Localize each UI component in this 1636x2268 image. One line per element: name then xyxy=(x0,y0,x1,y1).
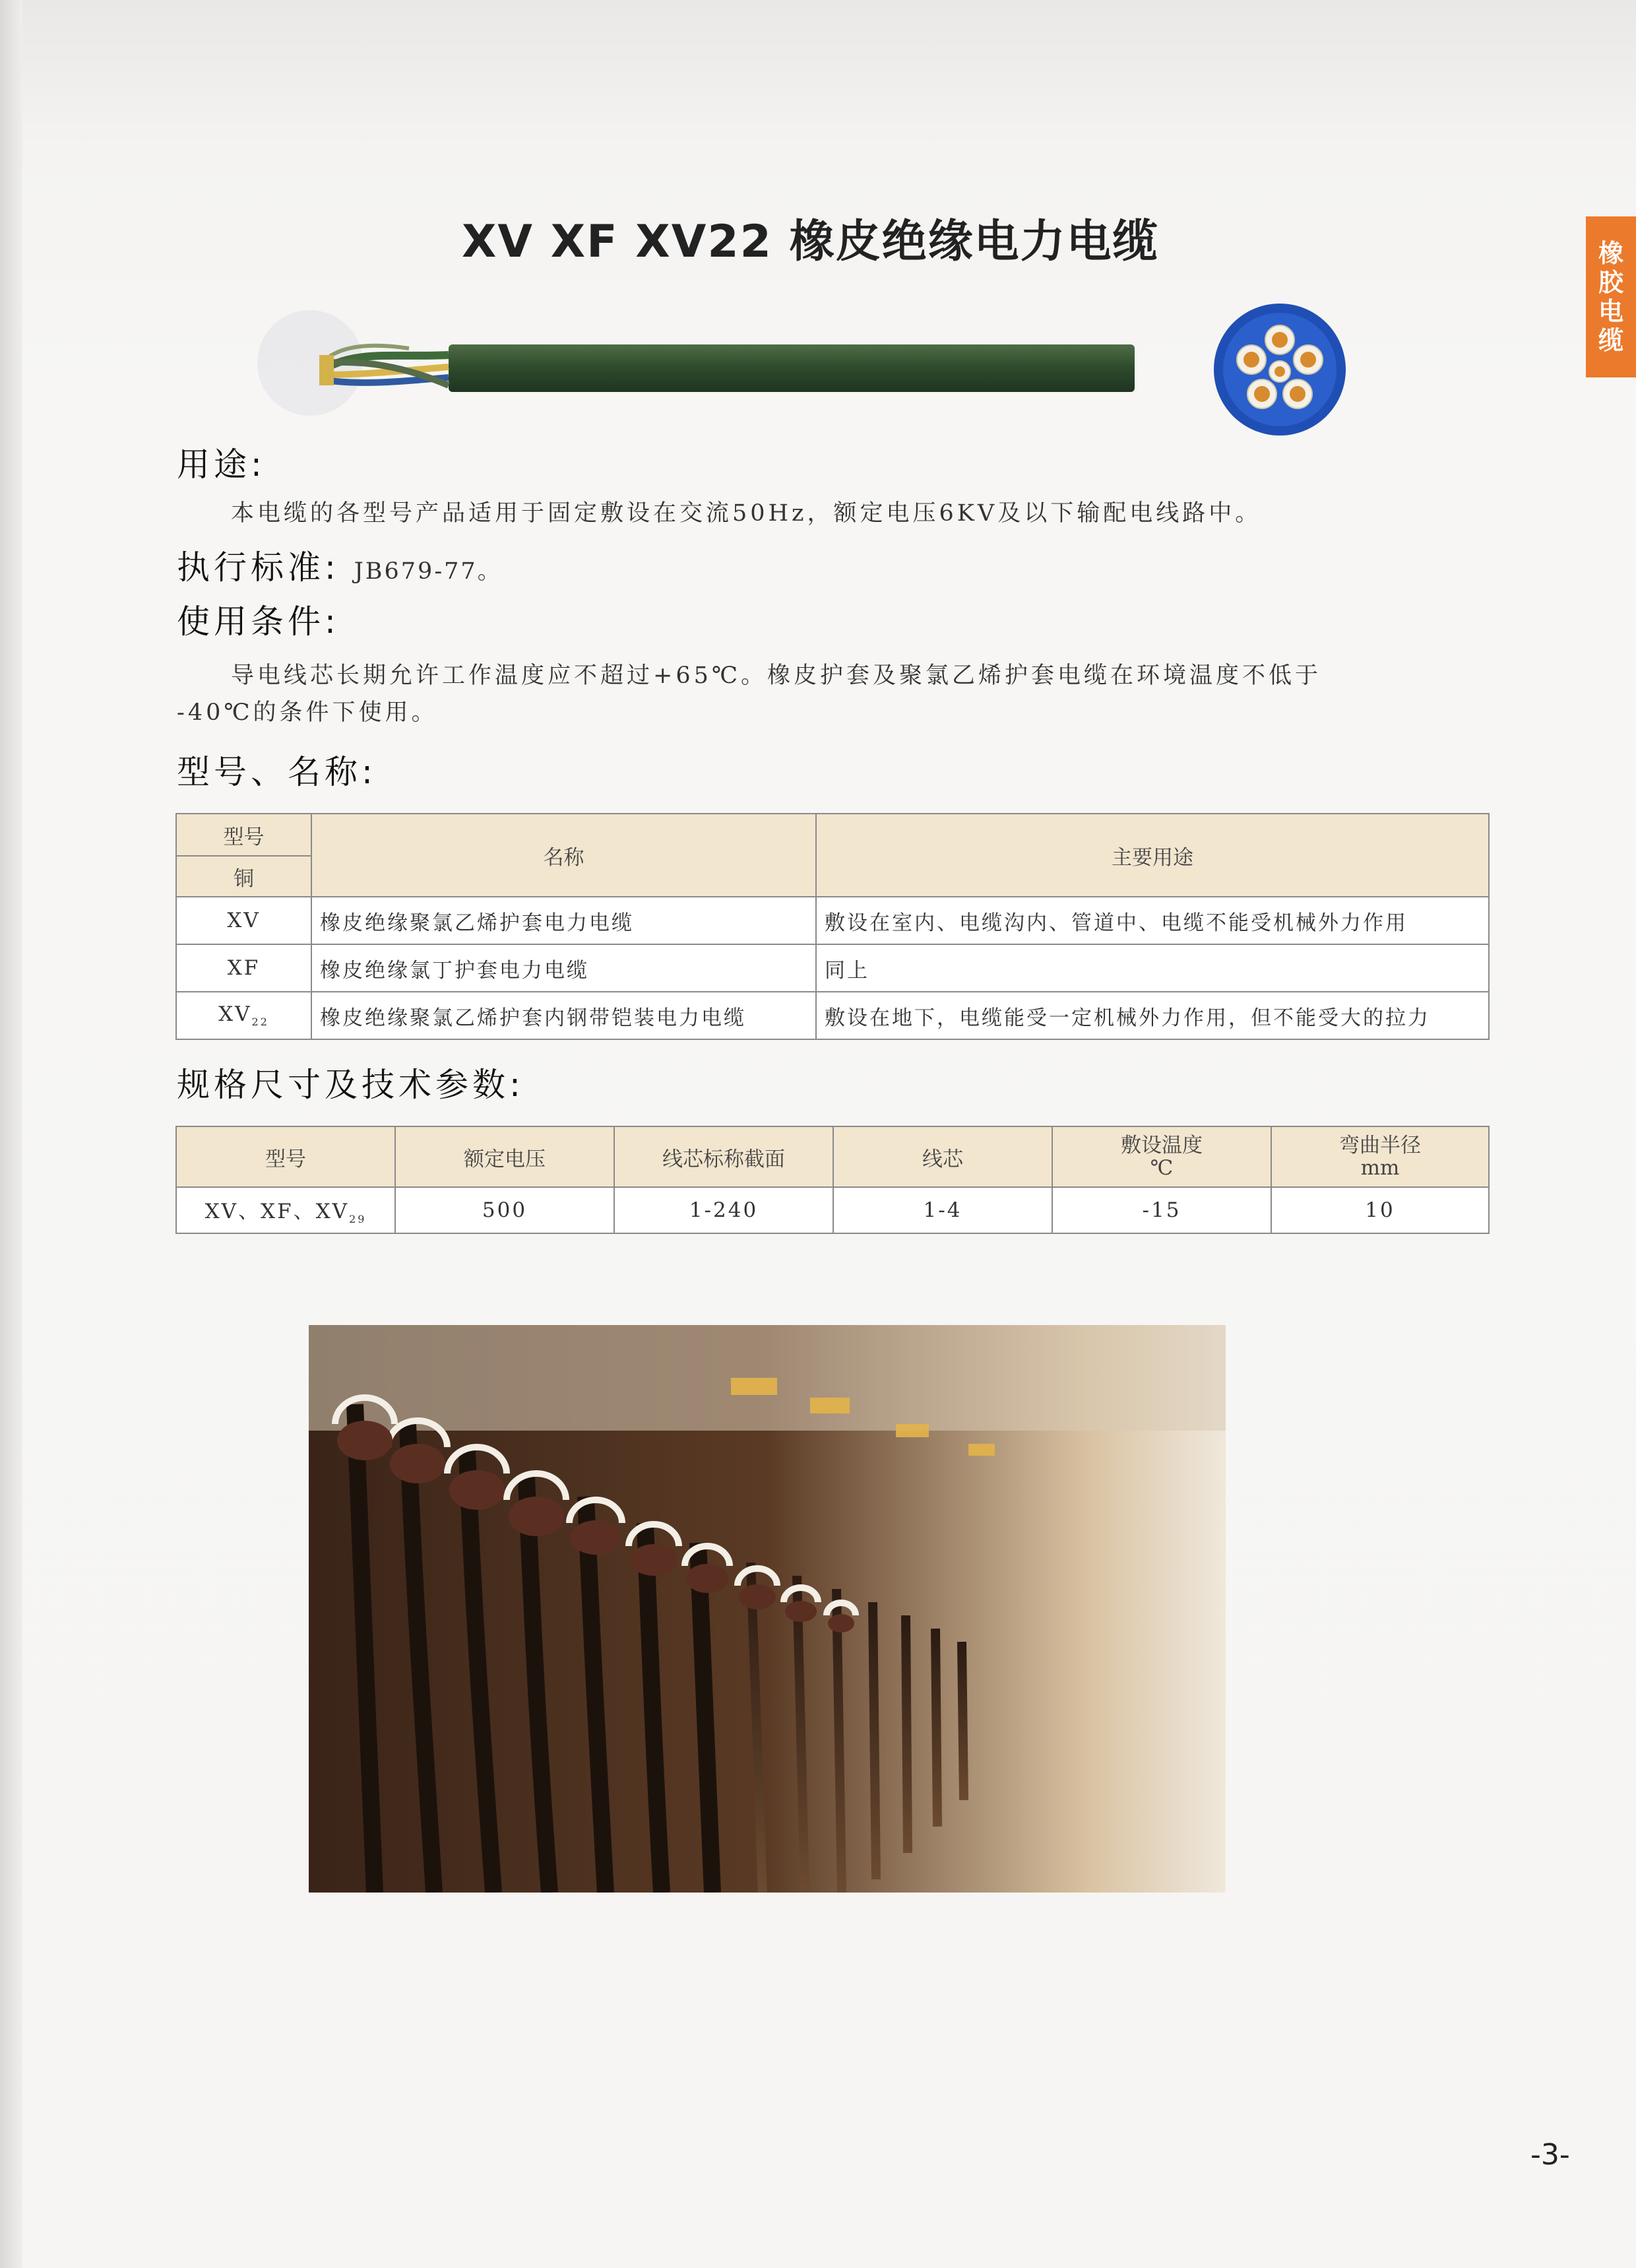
header-radius xyxy=(1271,1126,1489,1187)
table-row xyxy=(176,897,1489,944)
models-heading: 型号、名称: xyxy=(177,753,377,791)
header-radius-unit: mm xyxy=(1360,1156,1400,1180)
name-cell: 橡皮绝缘聚氯乙烯护套内钢带铠装电力电缆 xyxy=(311,992,816,1039)
model-cell xyxy=(176,1187,395,1233)
model-cell xyxy=(176,992,311,1039)
model-cell: XV xyxy=(176,897,311,944)
header-radius-label: 弯曲半径 xyxy=(1339,1134,1421,1157)
header-section: 线芯标称截面 xyxy=(614,1126,833,1187)
cable-cross-section-image xyxy=(1211,300,1349,439)
radius-cell: 10 xyxy=(1271,1187,1489,1233)
name-cell: 橡皮绝缘聚氯乙烯护套电力电缆 xyxy=(311,897,816,944)
temp-cell: -15 xyxy=(1052,1187,1271,1233)
table-row xyxy=(176,944,1489,992)
standard-heading xyxy=(177,541,503,589)
voltage-cell: 500 xyxy=(395,1187,614,1233)
category-side-tab xyxy=(1586,216,1636,377)
conditions-heading: 使用条件: xyxy=(177,602,340,641)
cores-cell: 1-4 xyxy=(833,1187,1052,1233)
page-fold-shadow xyxy=(0,0,22,2268)
header-cores: 线芯 xyxy=(833,1126,1052,1187)
model-text: XV xyxy=(218,1002,252,1027)
specs-table xyxy=(175,1126,1490,1234)
header-temp-label: 敷设温度 xyxy=(1121,1134,1203,1157)
header-usage: 主要用途 xyxy=(816,814,1489,897)
cable-product-image xyxy=(251,297,1161,455)
usage-cell: 敷设在地下，电缆能受一定机械外力作用，但不能受大的拉力 xyxy=(816,992,1489,1039)
header-temp xyxy=(1052,1126,1271,1187)
header-model: 型号 xyxy=(176,1126,395,1187)
header-copper: 铜 xyxy=(176,856,311,897)
side-tab-char: 电 xyxy=(1598,297,1623,326)
model-subscript: 22 xyxy=(251,1016,269,1029)
usage-text: 本电缆的各型号产品适用于固定敷设在交流50Hz，额定电压6KV及以下输配电线路中。 xyxy=(231,500,1262,527)
table-row xyxy=(176,1187,1489,1233)
side-tab-char: 缆 xyxy=(1598,326,1623,355)
header-temp-unit: ℃ xyxy=(1150,1156,1174,1180)
model-text: XV、XF、XV xyxy=(204,1200,350,1224)
usage-heading: 用途: xyxy=(177,445,266,484)
model-cell: XF xyxy=(176,944,311,992)
model-subscript: 29 xyxy=(349,1213,367,1226)
usage-cell: 同上 xyxy=(816,944,1489,992)
header-name: 名称 xyxy=(311,814,816,897)
models-table-header-row xyxy=(176,814,1489,856)
conditions-text-line2: -40℃的条件下使用。 xyxy=(177,699,438,726)
section-cell: 1-240 xyxy=(614,1187,833,1233)
conditions-text-line1: 导电线芯长期允许工作温度应不超过+65℃。橡皮护套及聚氯乙烯护套电缆在环境温度不低于 xyxy=(231,663,1322,689)
usage-cell: 敷设在室内、电缆沟内、管道中、电缆不能受机械外力作用 xyxy=(816,897,1489,944)
header-model: 型号 xyxy=(176,814,311,856)
specs-table-header-row xyxy=(176,1126,1489,1187)
side-tab-char: 胶 xyxy=(1598,268,1623,297)
page-number: -3- xyxy=(1530,2138,1570,2172)
side-tab-char: 橡 xyxy=(1598,239,1623,268)
standard-heading-label: 执行标准: xyxy=(177,548,340,587)
header-voltage: 额定电压 xyxy=(395,1126,614,1187)
standard-value: JB679-77。 xyxy=(354,558,503,585)
name-cell: 橡皮绝缘氯丁护套电力电缆 xyxy=(311,944,816,992)
table-row xyxy=(176,992,1489,1039)
specs-heading: 规格尺寸及技术参数: xyxy=(177,1066,524,1104)
models-table xyxy=(175,813,1490,1040)
page-title: XV XF XV22 橡皮绝缘电力电缆 xyxy=(462,216,1159,268)
cable-production-photo xyxy=(309,1325,1226,1893)
